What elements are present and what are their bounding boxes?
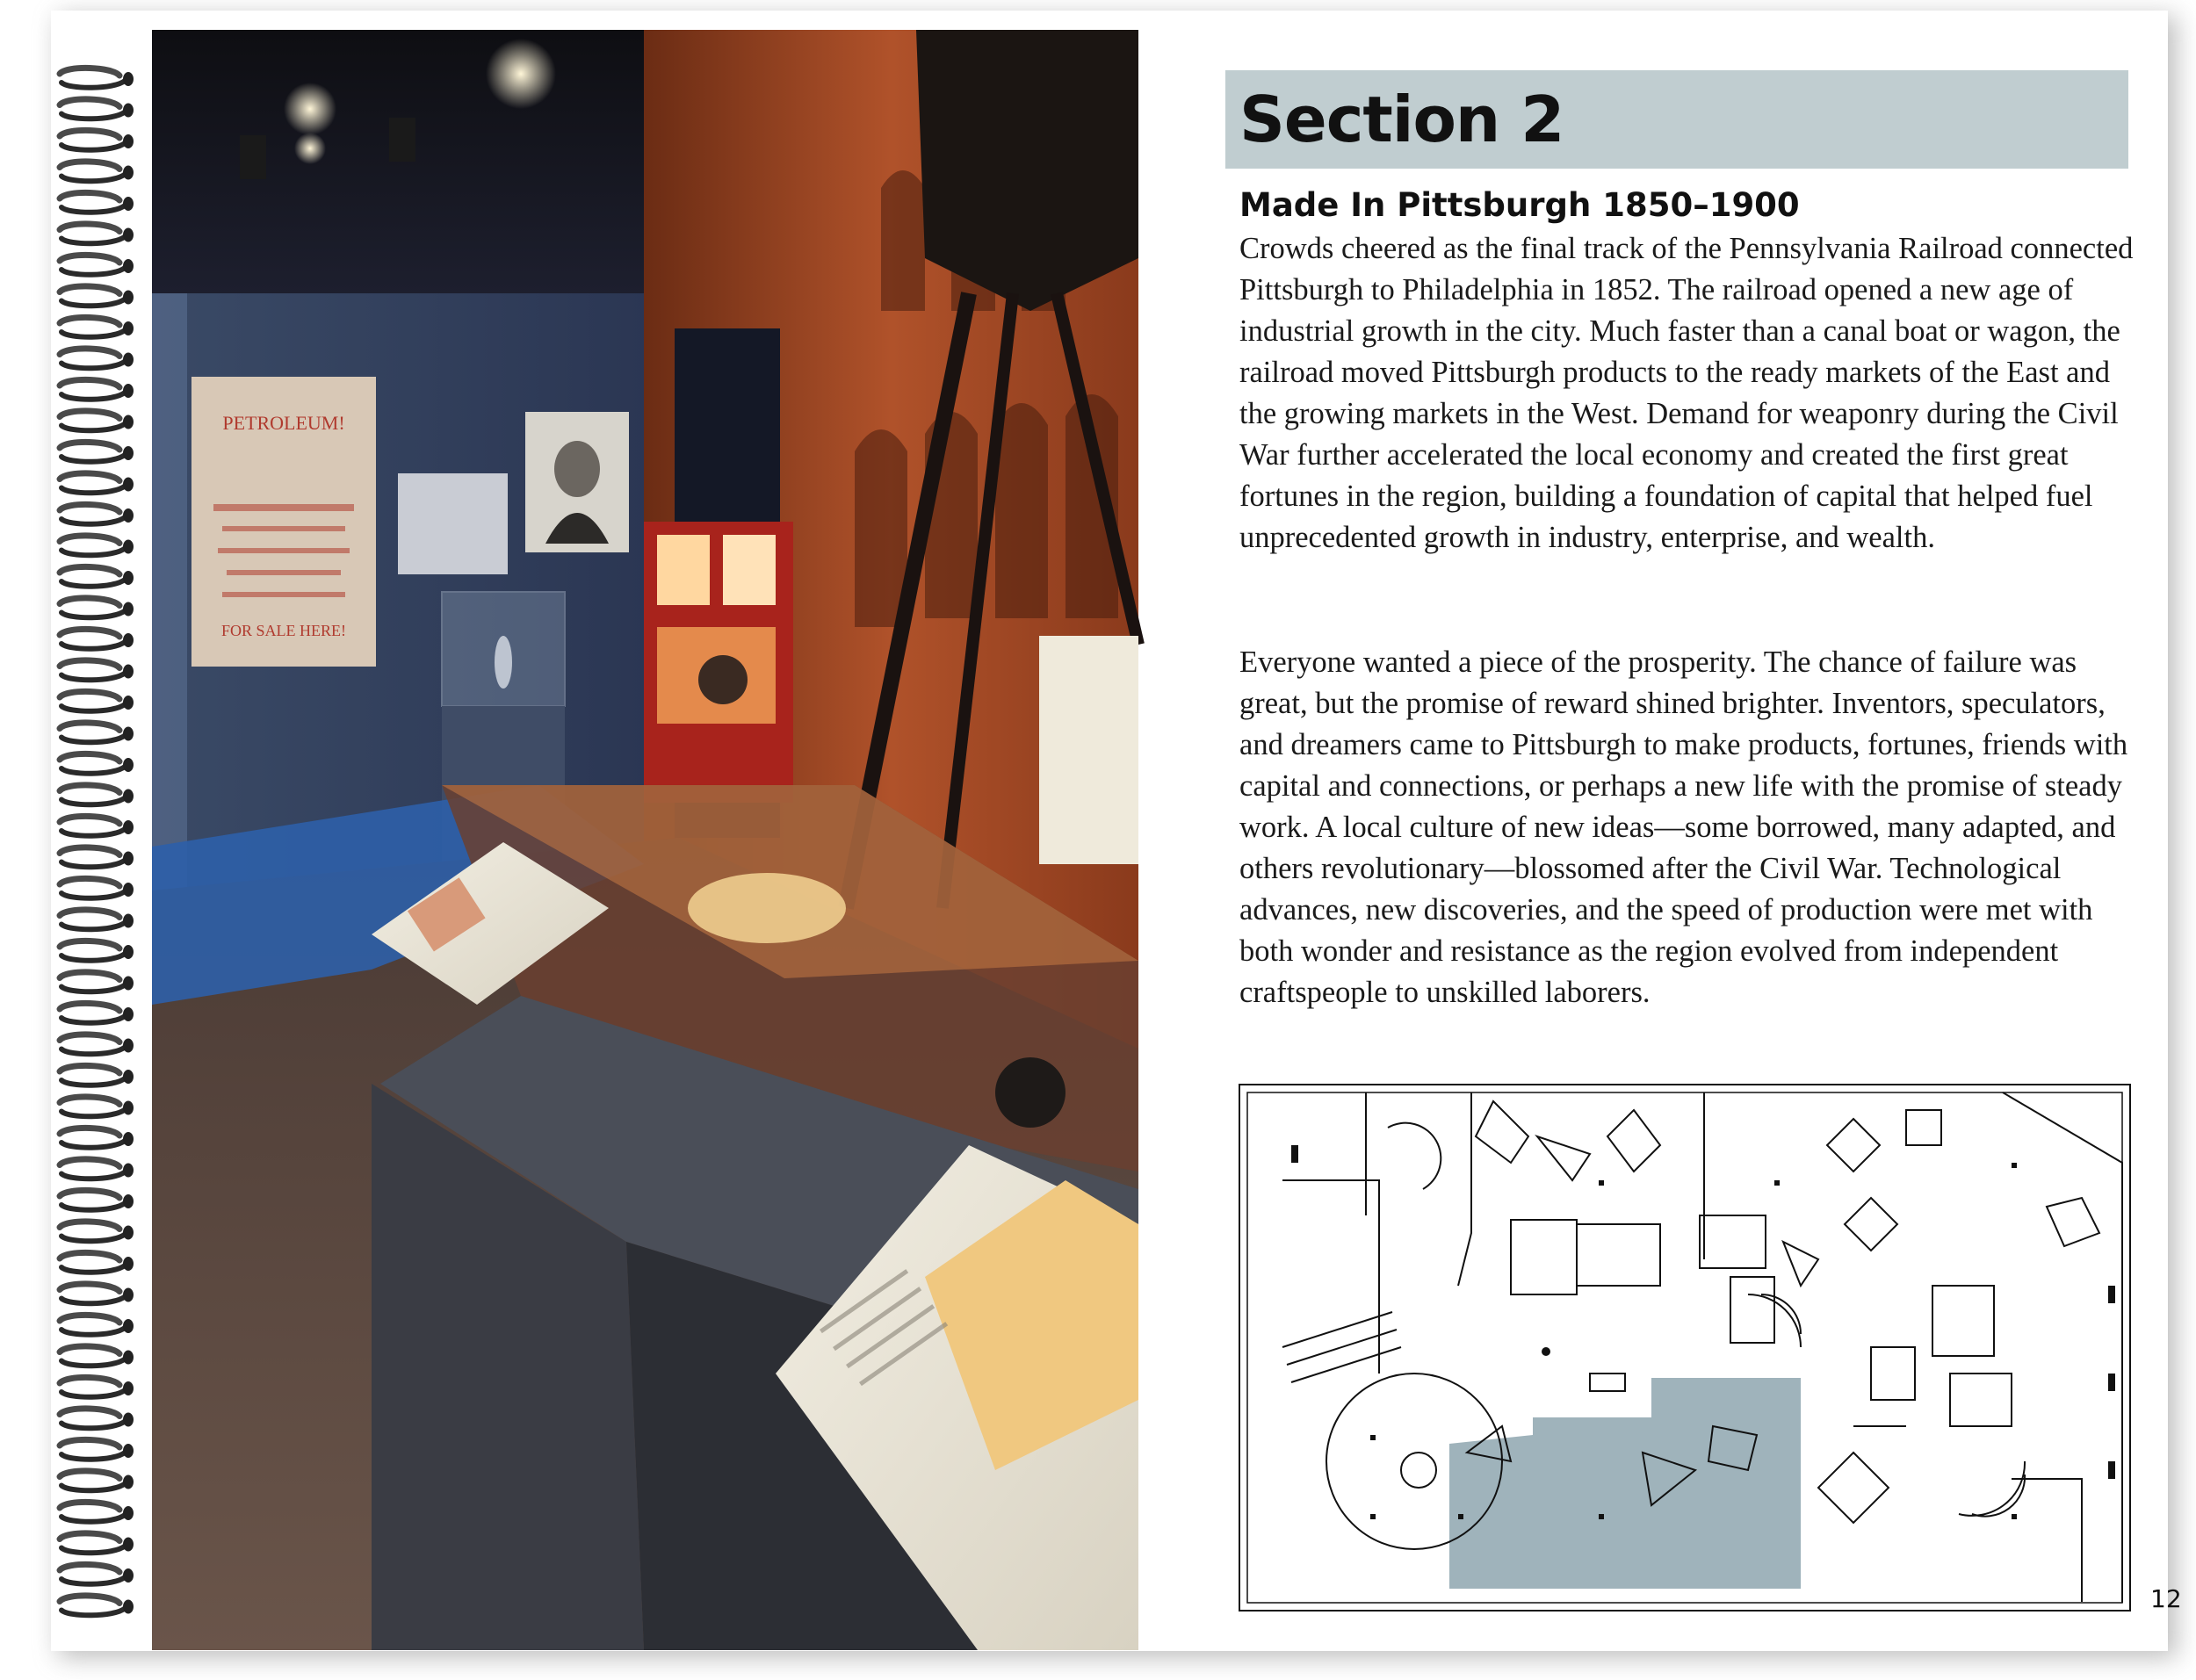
- binding-coil: [60, 224, 134, 243]
- binding-coil: [60, 598, 134, 617]
- binding-coil: [60, 1315, 134, 1334]
- binding-coil: [60, 941, 134, 960]
- binding-coil: [60, 536, 134, 555]
- binding-coil: [60, 1128, 134, 1147]
- binding-coil: [60, 910, 134, 929]
- binding-coil: [60, 1471, 134, 1490]
- binding-coil: [60, 442, 134, 461]
- binding-coil: [60, 255, 134, 274]
- binding-coil: [60, 130, 134, 149]
- caption-panel: [398, 473, 508, 574]
- section-subtitle: Made In Pittsburgh 1850–1900: [1239, 186, 1800, 224]
- binding-coil: [60, 286, 134, 306]
- binding-coil: [60, 1439, 134, 1459]
- body-paragraph-1: Crowds cheered as the final track of the Pennsylvania Railroad connected Pittsburgh to Philadelphia in 1852. The railroad opened a new age of industrial growth in the city. Much faster than a canal boat or wagon, the railroad moved Pittsburgh products to the ready markets of the East and the growing markets in the West. Demand for weaponry during the Civil War further accelerated the local economy and created the first great fortunes in the region, building a foundation of capital that helped fuel unprecedented growth in industry, enterprise, and wealth.: [1239, 232, 2134, 554]
- binding-coil: [60, 1065, 134, 1085]
- binding-coil: [60, 473, 134, 493]
- section-title: Section 2: [1239, 83, 1564, 156]
- spiral-binding: [51, 63, 148, 1626]
- binding-coil: [60, 1346, 134, 1366]
- binding-coil: [60, 192, 134, 212]
- binding-coil: [60, 691, 134, 710]
- binding-coil: [60, 629, 134, 648]
- binding-coil: [60, 317, 134, 336]
- binding-coil: [60, 1035, 134, 1054]
- binding-coil: [60, 1190, 134, 1209]
- poster-footer: FOR SALE HERE!: [220, 622, 347, 639]
- binding-coil: [60, 566, 134, 586]
- binding-coil: [60, 1252, 134, 1272]
- booklet-page: [51, 11, 2182, 1651]
- binding-coil: [60, 723, 134, 742]
- binding-coil: [60, 816, 134, 835]
- binding-coil: [60, 1377, 134, 1396]
- binding-coil: [60, 1097, 134, 1116]
- binding-coil: [60, 660, 134, 680]
- binding-coil: [60, 847, 134, 867]
- exhibit-photo: [152, 30, 1138, 1650]
- binding-coil: [60, 1409, 134, 1428]
- body-paragraph-2: Everyone wanted a piece of the prosperity. The chance of failure was great, but the promise of reward shined brighter. Inventors, speculators, and dreamers came to Pittsburgh to make products, fortunes, friends with capital and connections, or perhaps a new life with the promise of steady work. A local culture of new ideas—some borrowed, many adapted, and others revolutionary—blossomed after the Civil War. Technological advances, new discoveries, and the speed of production were met with both wonder and resistance as the region evolved from independent craftspeople to unskilled laborers.: [1239, 645, 2128, 1009]
- binding-coil: [60, 1003, 134, 1022]
- page-number: 12: [2150, 1584, 2182, 1613]
- binding-coil: [60, 1284, 134, 1303]
- binding-coil: [60, 1533, 134, 1553]
- binding-coil: [60, 504, 134, 523]
- binding-coil: [60, 753, 134, 773]
- binding-coil: [60, 411, 134, 430]
- binding-coil: [60, 162, 134, 181]
- gallery-floor-plan: [1239, 1084, 2131, 1612]
- binding-coil: [60, 68, 134, 87]
- binding-coil: [60, 972, 134, 991]
- binding-coil: [60, 1564, 134, 1583]
- binding-coil: [60, 785, 134, 804]
- binding-coil: [60, 1596, 134, 1615]
- binding-coil: [60, 1502, 134, 1521]
- poster-heading: PETROLEUM!: [222, 412, 345, 434]
- binding-coil: [60, 349, 134, 368]
- binding-coil: [60, 379, 134, 399]
- binding-coil: [60, 99, 134, 119]
- binding-coil: [60, 1222, 134, 1241]
- binding-coil: [60, 878, 134, 898]
- binding-coil: [60, 1159, 134, 1179]
